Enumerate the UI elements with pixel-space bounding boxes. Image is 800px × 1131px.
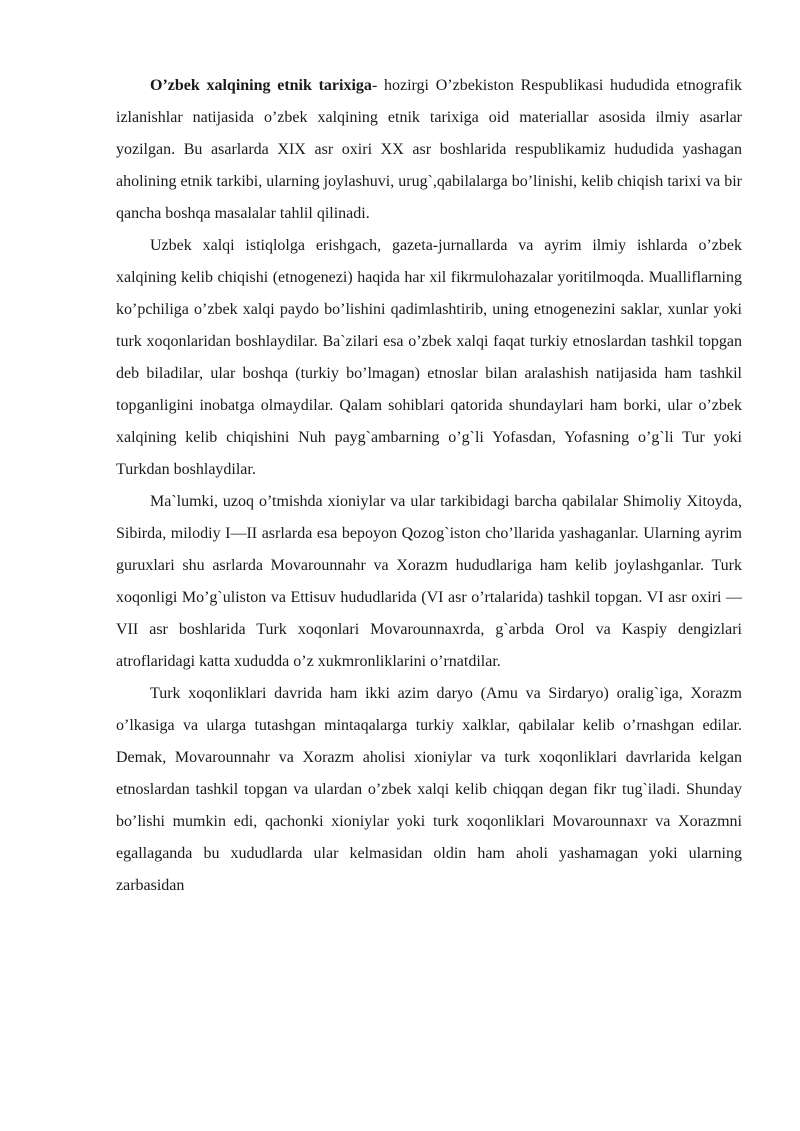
paragraph-1-bold-lead: O’zbek xalqining etnik tarixiga bbox=[150, 77, 372, 94]
paragraph-4: Turk xoqonliklari davrida ham ikki azim daryo (Amu va Sirdaryo) oralig`iga, Xorazm o’lkasiga va ularga tutashgan mintaqalarga turkiy xalklar, qabilalar kelib o’rnashgan edilar. Demak, Movarounnahr va Xorazm aholisi xioniylar va turk xoqonliklari davrlarida kelgan etnoslardan tashkil topgan va ulardan o’zbek xalqi kelib chiqqan degan fikr tug`iladi. Shunday bo’lishi mumkin edi, qachonki xioniylar yoki turk xoqonliklari Movarounnaxr va Xorazmni egallaganda bu xududlarda ular kelmasidan oldin ham aholi yashamagan yoki ularning zarbasidan bbox=[116, 685, 742, 894]
paragraph-3: Ma`lumki, uzoq o’tmishda xioniylar va ular tarkibidagi barcha qabilalar Shimoliy Xitoyda, Sibirda, milodiy I—II asrlarda esa bepoyon Qozog`iston cho’llarida yashaganlar. Ularning ayrim guruxlari shu asrlarda Movarounnahr va Xorazm hududlariga ham kelib joylashganlar. Turk xoqonligi Mo’g`uliston va Ettisuv hududlarida (VI asr o’rtalarida) tashkil topgan. VI asr oxiri — VII asr boshlarida Turk xoqonlari Movarounnaxrda, g`arbda Orol va Kaspiy dengizlari atroflaridagi katta xududda o’z xukmronliklarini o’rnatdilar. bbox=[116, 493, 742, 670]
paragraph-2: Uzbek xalqi istiqlolga erishgach, gazeta-jurnallarda va ayrim ilmiy ishlarda o’zbek xalqining kelib chiqishi (etnogenezi) haqida har xil fikrmulohazalar yoritilmoqda. Mualliflarning ko’pchiliga o’zbek xalqi paydo bo’lishini qadimlashtirib, uning etnogenezini saklar, xunlar yoki turk xoqonlaridan boshlaydilar. Ba`zilari esa o’zbek xalqi faqat turkiy etnoslardan tashkil topgan deb biladilar, ular boshqa (turkiy bo’lmagan) etnoslar bilan aralashish natijasida ham tashkil topganligini inobatga olmaydilar. Qalam sohiblari qatorida shundaylari ham borki, ular o’zbek xalqining kelib chiqishini Nuh payg`ambarning o’g`li Yofasdan, Yofasning o’g`li Tur yoki Turkdan boshlaydilar. bbox=[116, 237, 742, 478]
paragraph-1 bbox=[116, 70, 742, 230]
document-page bbox=[116, 70, 742, 902]
paragraph-1-text: - hozirgi O’zbekiston Respublikasi hududida etnografik izlanishlar natijasida o’zbek xalqining etnik tarixiga oid materiallar asosida ilmiy asarlar yozilgan. Bu asarlarda XIX asr oxiri XX asr boshlarida respublikamiz hududida yashagan aholining etnik tarkibi, ularning joylashuvi, urug`,qabilalarga bo’linishi, kelib chiqish tarixi va bir qancha boshqa masalalar tahlil qilinadi. bbox=[116, 77, 743, 222]
